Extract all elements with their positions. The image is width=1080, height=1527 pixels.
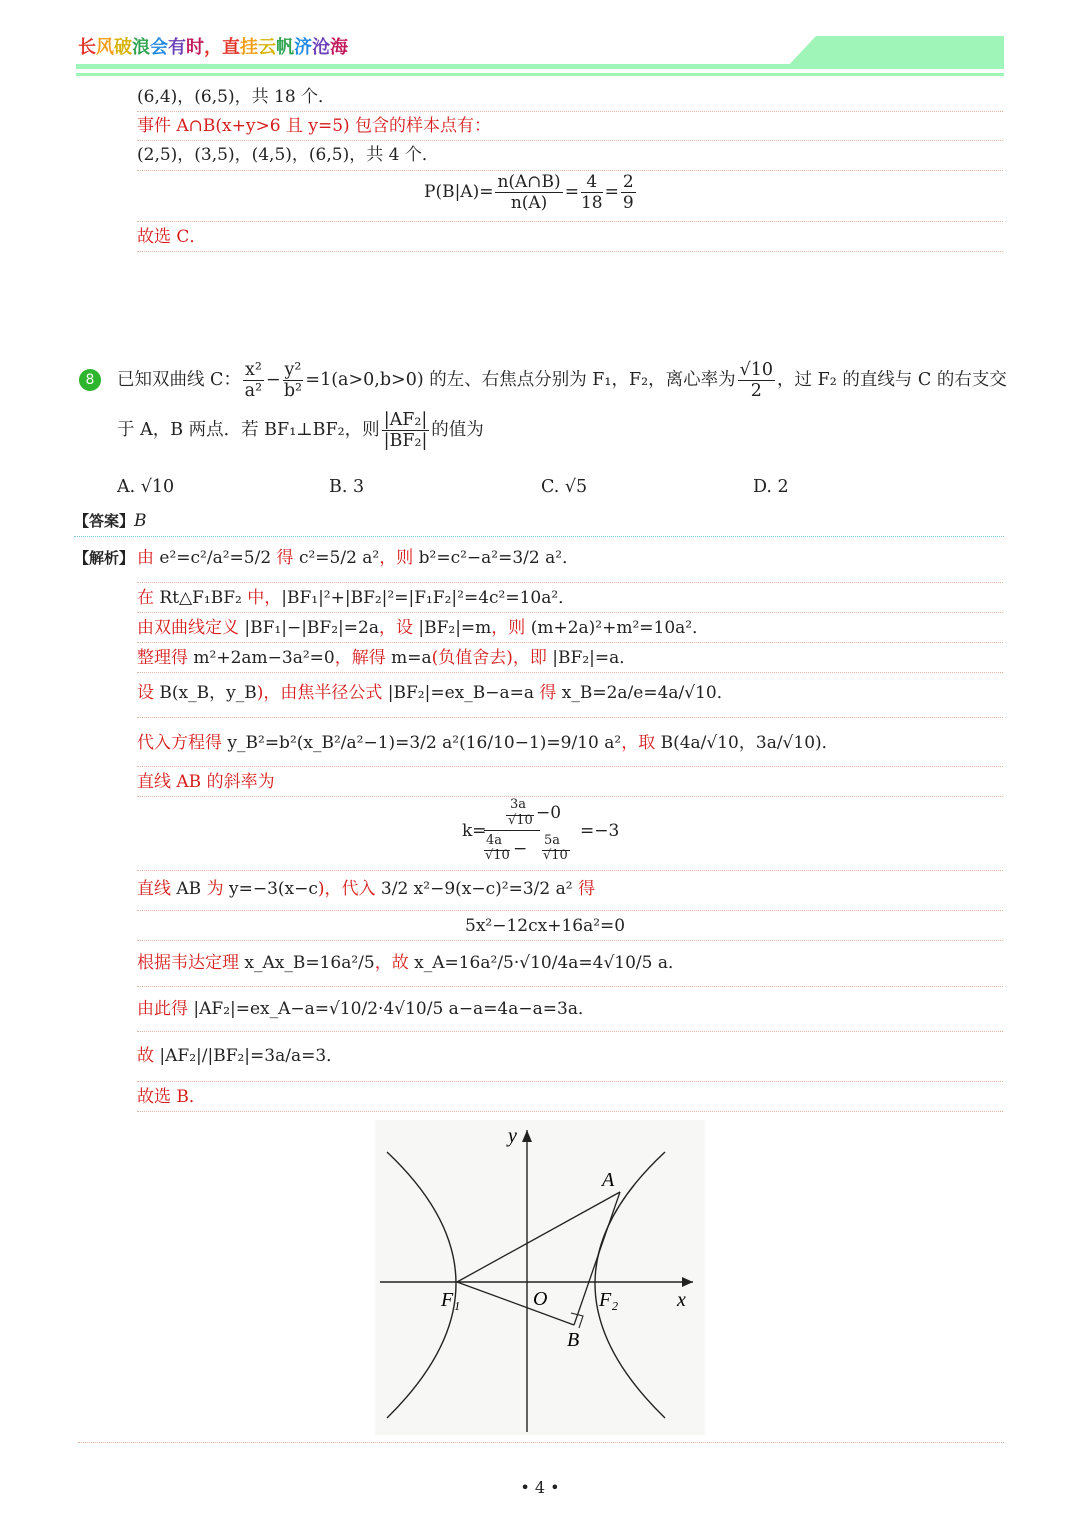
analysis-line-ab: 直线 AB 为 y=−3(x−c)，代入 3/2 x²−9(x−c)²=3/2 a² 得	[137, 879, 595, 899]
analysis-line-2: 在 Rt△F₁BF₂ 中，|BF₁|²+|BF₂|²=|F₁F₂|²=4c²=10a²．	[137, 588, 576, 608]
option-c[interactable]: C. √5	[541, 477, 588, 497]
analysis-af2: 由此得 |AF₂|=ex_A−a=√10/2·4√10/5 a−a=4a−a=3a．	[137, 999, 595, 1019]
slogan-char: 云	[258, 37, 276, 58]
option-d[interactable]: D. 2	[753, 477, 789, 497]
page-number: • 4 •	[520, 1478, 560, 1497]
slogan-char: 破	[114, 37, 132, 58]
question-line-1: 已知双曲线 C： $\frac{\text{x²}}{\text{a²}}$ − $\frac{\text{y²}}{\text{b²}}$ =1(a>0,b>0) 的左、右焦点分别为 F₁，F₂，离心率为 $\frac{√10}{2}$ ，过 F₂ 的直线与 C 的右支交	[117, 360, 1007, 401]
label-f2: F₂	[599, 1289, 619, 1311]
analysis-line-6: 代入方程得 y_B²=b²(x_B²/a²−1)=3/2 a²(16/10−1)=9/10 a²，取 B(4a/√10，3a/√10)．	[137, 733, 839, 753]
label-a: A	[602, 1169, 615, 1191]
label-x: x	[677, 1289, 686, 1311]
analysis-label: 【解析】	[74, 549, 135, 567]
analysis-line-3: 由双曲线定义 |BF₁|−|BF₂|=2a，设 |BF₂|=m，则 (m+2a)²+m²=10a²．	[137, 618, 710, 638]
question-line-2: 于 A，B 两点．若 BF₁⊥BF₂，则 $\frac{\text{|AF₂|}}{\text{|BF₂|}}$ 的值为	[117, 410, 484, 451]
analysis-quadratic: 5x²−12cx+16a²=0	[465, 916, 626, 936]
option-a[interactable]: A. √10	[117, 477, 175, 497]
prev-line-3: (2,5)，(3,5)，(4,5)，(6,5)，共 4 个．	[137, 145, 439, 165]
analysis-vieta: 根据韦达定理 x_Ax_B=16a²/5，故 x_A=16a²/5·√10/4a=4√10/5 a．	[137, 953, 686, 973]
slogan-char: 长	[78, 37, 96, 58]
analysis-result: 故 |AF₂|/|BF₂|=3a/a=3．	[137, 1046, 344, 1066]
slogan-char: 直	[222, 37, 240, 58]
label-y: y	[508, 1125, 517, 1147]
question-number-badge: 8	[79, 369, 101, 391]
answer: 【答案】B	[74, 511, 147, 531]
analysis-conclusion: 故选 B．	[137, 1087, 206, 1107]
hyperbola-figure	[375, 1120, 705, 1435]
analysis-line-5: 设 B(x_B，y_B)，由焦半径公式 |BF₂|=ex_B−a=a 得 x_B=2a/e=4a/√10．	[137, 683, 734, 703]
prev-formula: P(B|A)= $\frac{n(A\cap B)}{n(A)}$ = $\frac{4}{18}$ = $\frac{2}{9}$	[424, 172, 634, 213]
slogan-char: 海	[330, 37, 348, 58]
prev-conclusion: 故选 C．	[137, 227, 207, 247]
slogan-char: 时	[186, 37, 204, 58]
analysis-line-1: 由 e²=c²/a²=5/2 得 c²=5/2 a²，则 b²=c²−a²=3/2 a²．	[137, 548, 580, 568]
prev-line-1: (6,4)，(6,5)，共 18 个．	[137, 87, 336, 107]
label-f1: F₁	[441, 1289, 461, 1311]
slogan-char: ，	[204, 37, 222, 58]
slogan-char: 会	[150, 37, 168, 58]
label-b: B	[567, 1329, 580, 1351]
slogan-char: 帆	[276, 37, 294, 58]
option-b[interactable]: B. 3	[329, 477, 365, 497]
label-o: O	[533, 1288, 548, 1310]
prev-line-2: 事件 A∩B(x+y>6 且 y=5) 包含的样本点有：	[137, 116, 492, 136]
slogan-char: 浪	[132, 37, 150, 58]
slogan-char: 有	[168, 37, 186, 58]
header-banner	[76, 34, 1006, 80]
analysis-line-4: 整理得 m²+2am−3a²=0，解得 m=a(负值舍去)，即 |BF₂|=a．	[137, 648, 637, 668]
analysis-line-7: 直线 AB 的斜率为	[137, 772, 275, 792]
slogan-char: 济	[294, 37, 312, 58]
slogan-char: 风	[96, 37, 114, 58]
slogan-char: 挂	[240, 37, 258, 58]
slogan-char: 沧	[312, 37, 330, 58]
